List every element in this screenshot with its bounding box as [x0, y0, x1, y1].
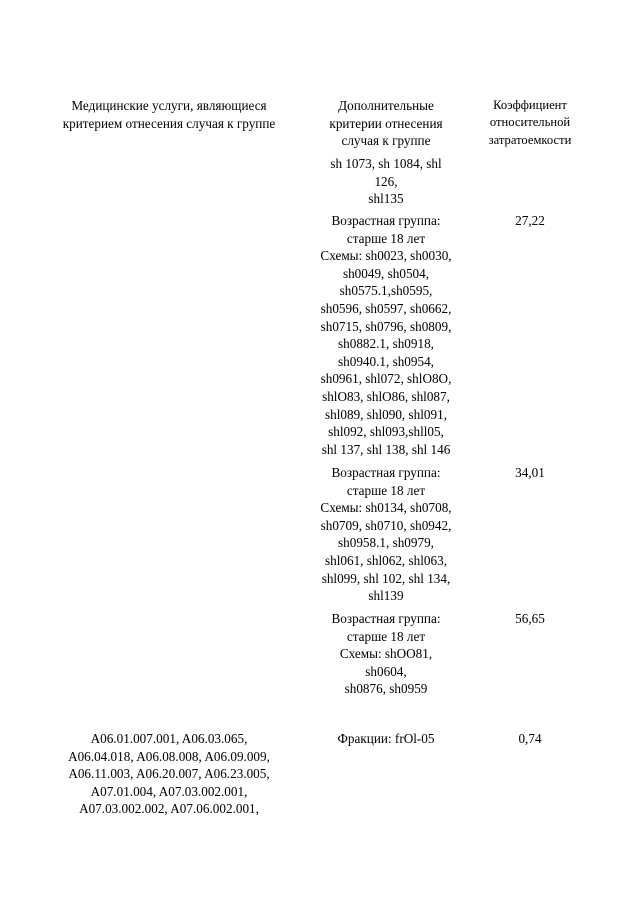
header-additional-criteria: Дополнительные критерии отнесения случая к группе	[329, 98, 443, 149]
header-cost-coefficient: Коэффициент относительной затратоемкости	[488, 98, 572, 147]
header-medical-services: Медицинские услуги, являющиеся критерием отнесения случая к группе	[62, 98, 276, 131]
row-criteria-continuation: sh 1073, sh 1084, shl 126, shl135	[330, 156, 442, 207]
row-coefficient-2: 34,01	[515, 465, 545, 480]
row-coefficient-4: 0,74	[518, 731, 542, 746]
row-criteria-3: Возрастная группа: старше 18 лет Схемы: shOO81, sh0604, sh0876, sh0959	[331, 611, 441, 697]
row-criteria-2: Возрастная группа: старше 18 лет Схемы: sh0134, sh0708, sh0709, sh0710, sh0942, sh0958.1, sh0979, shl061, shl062, shl063, shl099, shl 102, shl 134, shl139	[320, 465, 452, 604]
row-coefficient-1: 27,22	[515, 213, 545, 228]
row-services-4: A06.01.007.001, A06.03.065, A06.04.018, A06.08.008, A06.09.009, A06.11.003, A06.20.007, A06.23.005, A07.01.004, A07.03.002.001, A07.03.002.002, A07.06.002.001,	[68, 731, 270, 817]
row-criteria-4: Фракции: frOl-05	[337, 731, 435, 746]
row-criteria-1: Возрастная группа: старше 18 лет Схемы: sh0023, sh0030, sh0049, sh0504, sh0575.1,sh0595, sh0596, sh0597, sh0662, sh0715, sh0796, sh0809, sh0882.1, sh0918, sh0940.1, sh0954, sh0961, shl072, shlO8O, shlO83, shlO86, shl087, shl089, shl090, shl091, shl092, shl093,shll05, shl 137, shl 138, shl 146	[320, 213, 452, 457]
row-coefficient-3: 56,65	[515, 611, 545, 626]
